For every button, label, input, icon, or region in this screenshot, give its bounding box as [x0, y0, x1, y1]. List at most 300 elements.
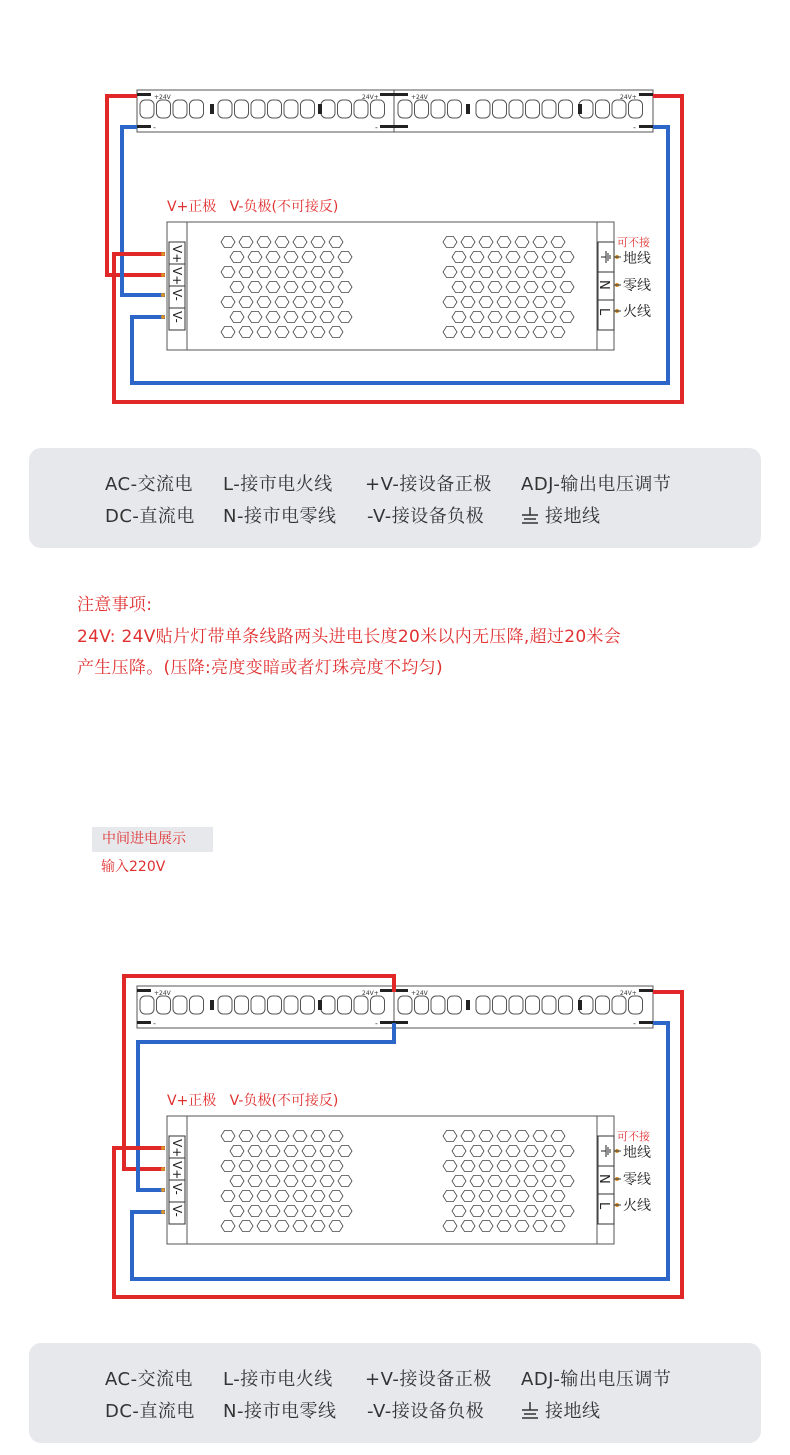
- vent-hole: [302, 252, 316, 263]
- vent-hole: [284, 1176, 298, 1187]
- middle-feed-subtitle: 输入220V: [101, 859, 166, 875]
- vent-hole: [320, 1176, 334, 1187]
- vent-hole: [293, 267, 307, 278]
- ground-label: 地线: [623, 251, 651, 267]
- power-supply: [161, 1116, 621, 1244]
- vent-hole: [248, 282, 262, 293]
- vent-hole: [443, 297, 457, 308]
- vent-hole: [506, 1206, 520, 1217]
- led-strip: [137, 90, 653, 132]
- legend-box-2: [29, 1343, 761, 1443]
- vent-hole: [293, 1161, 307, 1172]
- strip-minus-1: -: [153, 1019, 156, 1028]
- vent-hole: [257, 1161, 271, 1172]
- vent-hole: [479, 1161, 493, 1172]
- vent-hole: [338, 1176, 352, 1187]
- vent-hole: [488, 282, 502, 293]
- power-supply: [161, 222, 621, 350]
- terminal-vplus-1: V+: [170, 245, 184, 264]
- vent-hole: [443, 1191, 457, 1202]
- strip-label-seg2-left: +24V: [411, 94, 428, 101]
- vent-hole: [551, 267, 565, 278]
- terminal-vminus-1: V-: [170, 1183, 184, 1195]
- led-bead: [371, 100, 385, 118]
- resistor: [318, 104, 322, 114]
- vent-hole: [311, 267, 325, 278]
- strip-label-seg2-right: 24V+: [620, 94, 637, 101]
- vent-hole: [338, 252, 352, 263]
- vent-hole: [221, 237, 235, 248]
- led-bead: [251, 996, 265, 1014]
- strip-label-seg1-right: 24V+: [362, 990, 379, 997]
- vent-hole: [497, 297, 511, 308]
- vent-hole: [257, 267, 271, 278]
- strip-label-seg2-right: 24V+: [620, 990, 637, 997]
- polarity-note: V+正极 V-负极(不可接反): [167, 199, 339, 215]
- vent-hole: [275, 267, 289, 278]
- vent-hole: [311, 1191, 325, 1202]
- terminal-vplus-2: V+: [170, 267, 184, 286]
- vent-hole: [461, 1131, 475, 1142]
- led-bead: [268, 100, 282, 118]
- vent-hole: [533, 1131, 547, 1142]
- vent-hole: [443, 267, 457, 278]
- vent-hole: [257, 327, 271, 338]
- led-bead: [157, 996, 171, 1014]
- strip-label-seg2-left: +24V: [411, 990, 428, 997]
- vent-hole: [248, 1146, 262, 1157]
- led-bead: [526, 996, 540, 1014]
- vent-hole: [293, 237, 307, 248]
- led-bead: [542, 996, 556, 1014]
- led-strip: [137, 986, 653, 1028]
- vent-hole: [329, 297, 343, 308]
- vent-hole: [515, 237, 529, 248]
- ground-label: 地线: [623, 1145, 651, 1161]
- vent-hole: [266, 312, 280, 323]
- led-bead: [268, 996, 282, 1014]
- vent-hole: [293, 297, 307, 308]
- legend-adj: ADJ-输出电压调节: [521, 474, 672, 495]
- vent-hole: [284, 252, 298, 263]
- vent-hole: [221, 1221, 235, 1232]
- vent-hole: [515, 327, 529, 338]
- vent-hole: [533, 327, 547, 338]
- vent-hole: [533, 1221, 547, 1232]
- vent-hole: [533, 267, 547, 278]
- vent-hole: [230, 1176, 244, 1187]
- vent-hole: [497, 267, 511, 278]
- vent-hole: [284, 1206, 298, 1217]
- vent-hole: [551, 237, 565, 248]
- vent-hole: [461, 297, 475, 308]
- vent-hole: [311, 237, 325, 248]
- led-bead: [398, 996, 412, 1014]
- vent-hole: [515, 1191, 529, 1202]
- led-bead: [431, 100, 445, 118]
- led-bead: [629, 996, 643, 1014]
- ground-symbol-icon: [521, 506, 539, 524]
- vent-hole: [443, 1221, 457, 1232]
- vent-hole: [560, 312, 574, 323]
- resistor: [210, 104, 214, 114]
- led-bead: [251, 100, 265, 118]
- vent-hole: [506, 312, 520, 323]
- wiring-diagram-2-svg: [0, 970, 790, 1310]
- vent-hole: [515, 1221, 529, 1232]
- vent-hole: [311, 1161, 325, 1172]
- strip-label-seg1-left: +24V: [154, 94, 171, 101]
- vent-hole: [257, 237, 271, 248]
- led-bead: [493, 100, 507, 118]
- vent-hole: [257, 1191, 271, 1202]
- vent-hole: [497, 327, 511, 338]
- vent-hole: [542, 1206, 556, 1217]
- vent-hole: [470, 312, 484, 323]
- negative-wire-left: [122, 127, 165, 295]
- neutral-label: 零线: [623, 1172, 651, 1188]
- legend-ground-item: [521, 502, 601, 528]
- wiring-diagram-1: [0, 80, 790, 420]
- vent-hole: [452, 282, 466, 293]
- vent-hole: [470, 1176, 484, 1187]
- vent-hole: [551, 1161, 565, 1172]
- vent-hole: [497, 1131, 511, 1142]
- legend-ground-item: [521, 1397, 601, 1423]
- vent-hole: [560, 282, 574, 293]
- middle-feed-tag: 中间进电展示: [92, 827, 213, 852]
- vent-hole: [461, 1161, 475, 1172]
- led-bead: [509, 996, 523, 1014]
- vent-hole: [239, 237, 253, 248]
- vent-hole: [461, 1191, 475, 1202]
- vent-hole: [329, 1221, 343, 1232]
- vent-hole: [293, 327, 307, 338]
- vent-hole: [515, 267, 529, 278]
- vent-hole: [230, 312, 244, 323]
- vent-hole: [497, 1191, 511, 1202]
- legend-minus-v: -V-接设备负极: [367, 506, 485, 527]
- wiring-diagram-1-svg: [0, 80, 790, 420]
- led-bead: [301, 100, 315, 118]
- led-bead: [218, 996, 232, 1014]
- vent-hole: [470, 1206, 484, 1217]
- vent-hole: [542, 1176, 556, 1187]
- vent-hole: [302, 312, 316, 323]
- vent-hole: [338, 1146, 352, 1157]
- legend-l: L-接市电火线: [223, 1369, 333, 1390]
- vent-hole: [239, 297, 253, 308]
- vent-hole: [551, 1131, 565, 1142]
- vent-hole: [452, 312, 466, 323]
- vent-hole: [479, 1131, 493, 1142]
- vent-hole: [560, 1176, 574, 1187]
- led-bead: [190, 100, 204, 118]
- vent-hole: [275, 237, 289, 248]
- vent-hole: [239, 1131, 253, 1142]
- terminal-n: N: [596, 1174, 611, 1184]
- resistor: [466, 104, 470, 114]
- vent-hole: [239, 1161, 253, 1172]
- vent-hole: [488, 312, 502, 323]
- vent-hole: [338, 312, 352, 323]
- vent-hole: [497, 1161, 511, 1172]
- vent-hole: [284, 282, 298, 293]
- vent-hole: [443, 237, 457, 248]
- vent-hole: [470, 282, 484, 293]
- vent-hole: [311, 1221, 325, 1232]
- led-bead: [140, 996, 154, 1014]
- led-bead: [338, 100, 352, 118]
- vent-hole: [542, 252, 556, 263]
- vent-hole: [515, 1131, 529, 1142]
- vent-hole: [302, 1206, 316, 1217]
- vent-hole: [479, 1221, 493, 1232]
- terminal-l: L: [596, 308, 611, 316]
- neutral-label: 零线: [623, 278, 651, 294]
- vent-hole: [479, 327, 493, 338]
- led-bead: [559, 996, 573, 1014]
- led-bead: [612, 996, 626, 1014]
- vent-hole: [266, 1176, 280, 1187]
- terminal-vminus-2: V-: [170, 311, 184, 323]
- vent-hole: [551, 297, 565, 308]
- vent-hole: [293, 1131, 307, 1142]
- legend-n: N-接市电零线: [223, 506, 337, 527]
- vent-hole: [488, 1146, 502, 1157]
- vent-hole: [524, 252, 538, 263]
- terminal-vplus-2: V+: [170, 1161, 184, 1180]
- vent-hole: [560, 1146, 574, 1157]
- vent-hole: [479, 297, 493, 308]
- led-bead: [431, 996, 445, 1014]
- strip-minus-1: -: [153, 123, 156, 132]
- vent-hole: [266, 1206, 280, 1217]
- led-bead: [612, 100, 626, 118]
- vent-hole: [266, 282, 280, 293]
- terminal-vplus-1: V+: [170, 1139, 184, 1158]
- led-bead: [542, 100, 556, 118]
- vent-hole: [221, 1161, 235, 1172]
- vent-hole: [248, 252, 262, 263]
- vent-hole: [221, 1191, 235, 1202]
- terminal-l: L: [596, 1202, 611, 1210]
- wiring-diagram-2: [0, 970, 790, 1310]
- vent-hole: [329, 267, 343, 278]
- led-bead: [235, 996, 249, 1014]
- live-label: 火线: [623, 304, 651, 320]
- vent-hole: [284, 1146, 298, 1157]
- vent-hole: [275, 327, 289, 338]
- vent-hole: [542, 1146, 556, 1157]
- vent-hole: [257, 1221, 271, 1232]
- vent-hole: [320, 312, 334, 323]
- vent-hole: [533, 297, 547, 308]
- vent-hole: [275, 1161, 289, 1172]
- led-bead: [476, 996, 490, 1014]
- vent-hole: [479, 1191, 493, 1202]
- vent-hole: [443, 1131, 457, 1142]
- vent-hole: [506, 282, 520, 293]
- led-bead: [371, 996, 385, 1014]
- led-bead: [509, 100, 523, 118]
- vent-hole: [338, 282, 352, 293]
- led-bead: [235, 100, 249, 118]
- vent-hole: [461, 1221, 475, 1232]
- legend-box-1: [29, 448, 761, 548]
- vent-hole: [311, 297, 325, 308]
- vent-hole: [497, 237, 511, 248]
- vent-hole: [275, 297, 289, 308]
- led-bead: [301, 996, 315, 1014]
- vent-hole: [239, 1221, 253, 1232]
- led-bead: [321, 100, 335, 118]
- vent-hole: [320, 1206, 334, 1217]
- led-bead: [321, 996, 335, 1014]
- strip-minus-2: -: [375, 123, 378, 132]
- vent-hole: [461, 237, 475, 248]
- vent-hole: [320, 1146, 334, 1157]
- vent-hole: [524, 282, 538, 293]
- legend-ground: 接地线: [545, 1401, 601, 1422]
- polarity-note: V+正极 V-负极(不可接反): [167, 1093, 339, 1109]
- vent-hole: [533, 1161, 547, 1172]
- vent-hole: [239, 327, 253, 338]
- legend-plus-v: +V-接设备正极: [365, 474, 492, 495]
- vent-hole: [524, 1206, 538, 1217]
- vent-hole: [302, 1146, 316, 1157]
- vent-hole: [311, 327, 325, 338]
- ground-symbol-icon: [521, 1401, 539, 1419]
- vent-hole: [329, 1161, 343, 1172]
- notice-line-1: 24V: 24V贴片灯带单条线路两头进电长度20米以内无压降,超过20米会: [77, 627, 622, 647]
- vent-hole: [452, 252, 466, 263]
- led-bead: [190, 996, 204, 1014]
- vent-hole: [506, 252, 520, 263]
- resistor: [578, 1000, 582, 1010]
- vent-hole: [275, 1191, 289, 1202]
- led-bead: [526, 100, 540, 118]
- legend-dc: DC-直流电: [105, 1401, 195, 1422]
- vent-hole: [452, 1176, 466, 1187]
- vent-hole: [329, 237, 343, 248]
- vent-hole: [479, 267, 493, 278]
- vent-hole: [542, 312, 556, 323]
- vent-hole: [524, 1176, 538, 1187]
- vent-hole: [515, 1161, 529, 1172]
- vent-hole: [443, 327, 457, 338]
- resistor: [578, 104, 582, 114]
- vent-hole: [257, 297, 271, 308]
- vent-hole: [221, 297, 235, 308]
- legend-n: N-接市电零线: [223, 1401, 337, 1422]
- vent-hole: [221, 267, 235, 278]
- vent-hole: [311, 1131, 325, 1142]
- resistor: [210, 1000, 214, 1010]
- led-bead: [476, 100, 490, 118]
- vent-hole: [488, 252, 502, 263]
- led-bead: [284, 100, 298, 118]
- vent-hole: [533, 237, 547, 248]
- notice-title: 注意事项:: [77, 595, 153, 615]
- led-bead: [629, 100, 643, 118]
- led-bead: [415, 100, 429, 118]
- led-bead: [398, 100, 412, 118]
- vent-hole: [329, 1191, 343, 1202]
- vent-hole: [239, 1191, 253, 1202]
- vent-hole: [230, 1206, 244, 1217]
- notice-line-2: 产生压降。(压降:亮度变暗或者灯珠亮度不均匀): [77, 658, 443, 678]
- vent-hole: [452, 1206, 466, 1217]
- led-bead: [218, 100, 232, 118]
- vent-hole: [560, 1206, 574, 1217]
- vent-hole: [551, 327, 565, 338]
- led-bead: [448, 996, 462, 1014]
- led-bead: [448, 100, 462, 118]
- vent-hole: [266, 252, 280, 263]
- vent-hole: [542, 282, 556, 293]
- vent-hole: [488, 1176, 502, 1187]
- led-bead: [157, 100, 171, 118]
- vent-hole: [302, 282, 316, 293]
- vent-hole: [497, 1221, 511, 1232]
- terminal-vminus-1: V-: [170, 289, 184, 301]
- vent-hole: [560, 252, 574, 263]
- vent-hole: [338, 1206, 352, 1217]
- led-bead: [596, 996, 610, 1014]
- vent-hole: [266, 1146, 280, 1157]
- vent-hole: [551, 1221, 565, 1232]
- vent-hole: [293, 1221, 307, 1232]
- led-bead: [354, 996, 368, 1014]
- vent-hole: [470, 252, 484, 263]
- led-bead: [559, 100, 573, 118]
- led-bead: [338, 996, 352, 1014]
- vent-hole: [302, 1176, 316, 1187]
- legend-dc: DC-直流电: [105, 506, 195, 527]
- vent-hole: [461, 267, 475, 278]
- vent-hole: [230, 252, 244, 263]
- vent-hole: [329, 327, 343, 338]
- vent-hole: [248, 312, 262, 323]
- strip-minus-3: -: [633, 123, 636, 132]
- vent-hole: [275, 1221, 289, 1232]
- no-connect-label: 可不接: [617, 236, 650, 249]
- legend-ground: 接地线: [545, 506, 601, 527]
- vent-hole: [443, 1161, 457, 1172]
- legend-minus-v: -V-接设备负极: [367, 1401, 485, 1422]
- terminal-vminus-2: V-: [170, 1205, 184, 1217]
- vent-hole: [230, 1146, 244, 1157]
- vent-hole: [488, 1206, 502, 1217]
- vent-hole: [239, 267, 253, 278]
- vent-hole: [293, 1191, 307, 1202]
- vent-hole: [275, 1131, 289, 1142]
- vent-hole: [248, 1176, 262, 1187]
- led-bead: [173, 100, 187, 118]
- resistor: [318, 1000, 322, 1010]
- vent-hole: [257, 1131, 271, 1142]
- strip-label-seg1-right: 24V+: [362, 94, 379, 101]
- vent-hole: [524, 312, 538, 323]
- legend-ac: AC-交流电: [105, 1369, 194, 1390]
- led-bead: [354, 100, 368, 118]
- vent-hole: [470, 1146, 484, 1157]
- vent-hole: [329, 1131, 343, 1142]
- strip-minus-2: -: [375, 1019, 378, 1028]
- led-bead: [415, 996, 429, 1014]
- led-bead: [493, 996, 507, 1014]
